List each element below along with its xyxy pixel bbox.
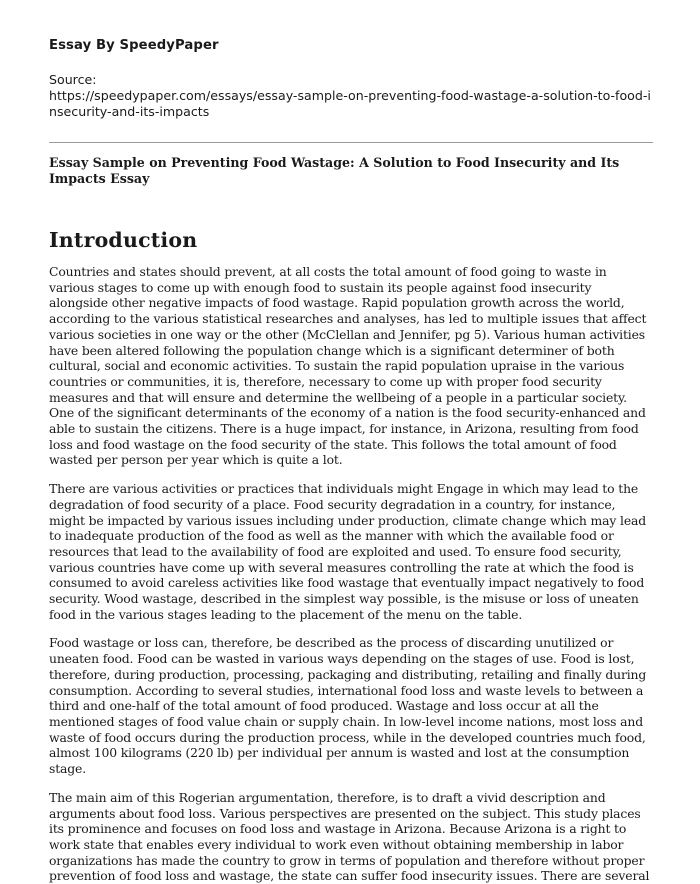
brand-title: Essay By SpeedyPaper — [49, 38, 219, 53]
section-heading: Introduction — [49, 228, 198, 252]
paragraph-4: The main aim of this Rogerian argumentation, therefore, is to draft a vivid description and arguments about food loss. Various perspectives are presented on the subject. This study places its prominence and focuses on food loss and wastage in Arizona. Because Arizona is a right to work state that enables every individual to work even without obtaining membership in labor organizations has made the country to grow in terms of population and therefore without proper prevention of food loss and wastage, the state can suffer food insecurity issues. There are several — [49, 789, 650, 884]
header-divider — [49, 142, 653, 143]
paragraph-3: Food wastage or loss can, therefore, be described as the process of discarding unutilized or uneaten food. Food can be wasted in various ways depending on the stages of use. Food is lost, therefore, during production, processing, packaging and distributing, retailing and finally during consumption. According to several studies, international food loss and waste levels to between a third and one-half of the total amount of food produced. Wastage and loss occur at all the mentioned stages of food value chain or supply chain. In low-level income nations, most loss and waste of food occurs during the production process, while in the developed countries much food, almost 100 kilograms (220 lb) per individual per annum is wasted and lost at the consumption stage. — [49, 635, 647, 777]
source-label: Source: — [49, 72, 97, 87]
paragraph-1: Countries and states should prevent, at all costs the total amount of food going to waste in various stages to come up with enough food to sustain its people against food insecurity alongside other negative impacts of food wastage. Rapid population growth across the world, according to the various statistical researches and analyses, has led to multiple issues that affect various societies in one way or the other (McClellan and Jennifer, pg 5). Various human activities have been altered following the population change which is a significant determiner of both cultural, social and economic activities. To sustain the rapid population upraise in the various countries or communities, it is, therefore, necessary to come up with proper food security measures and that will ensure and determine the wellbeing of a people in a particular society. One of the significant determinants of the economy of a nation is the food security-enhanced and able to sustain the citizens. There is a huge impact, for instance, in Arizona, resulting from food loss and food wastage on the food security of the state. This follows the total amount of food wasted per person per year which is quite a lot. — [49, 264, 647, 468]
document-title: Essay Sample on Preventing Food Wastage: A Solution to Food Insecurity and Its Impacts Essay — [49, 155, 620, 186]
source-url: https://speedypaper.com/essays/essay-sample-on-preventing-food-wastage-a-solution-to-food-insecurity-and-its-impacts — [49, 88, 651, 119]
paragraph-2: There are various activities or practices that individuals might Engage in which may lead to the degradation of food security of a place. Food security degradation in a country, for instance, might be impacted by various issues including under production, climate change which may lead to inadequate production of the food as well as the manner with which the available food or resources that lead to the availability of food are exploited and used. To ensure food security, various countries have come up with several measures controlling the rate at which the food is consumed to avoid careless activities like food wastage that eventually impact negatively to food security. Wood wastage, described in the simplest way possible, is the misuse or loss of uneaten food in the various stages leading to the placement of the menu on the table. — [49, 481, 647, 622]
